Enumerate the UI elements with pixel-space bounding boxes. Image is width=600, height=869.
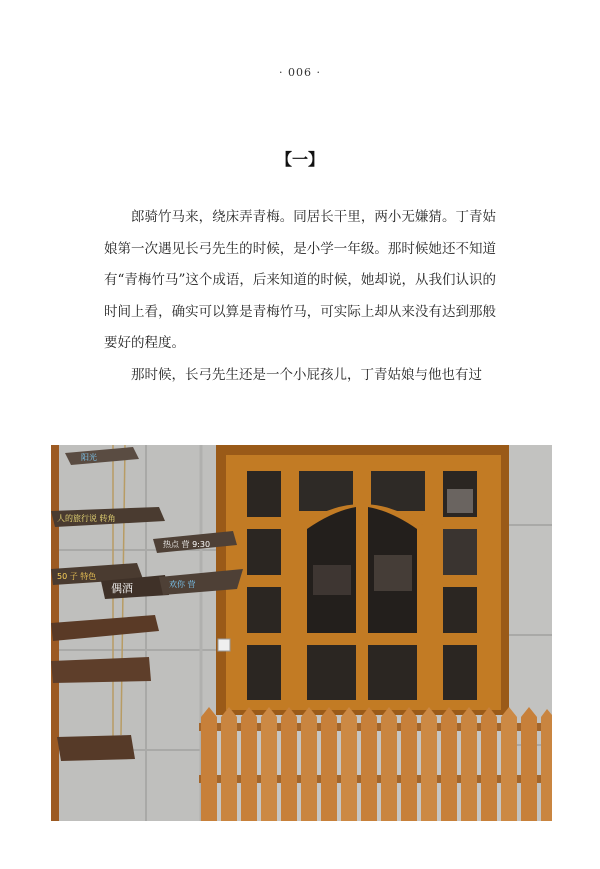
sign-6-text: 欢你 营 (169, 580, 196, 589)
chapter-title: 【一】 (275, 150, 324, 169)
sign-2-text: 人的旅行说 转角 (57, 514, 116, 523)
sign-1-text: 阳光 (81, 453, 97, 462)
sign-3-text: 热点 营 9:30 (163, 540, 211, 549)
body-text (104, 202, 496, 391)
paragraph-2: 那时候，长弓先生还是一个小屁孩儿，丁青姑娘与他也有过 (131, 366, 482, 383)
sign-5-text: 偶酒 (111, 582, 133, 595)
page-number: · 006 · (279, 66, 321, 79)
sign-4-text: 50 子 特色 (57, 572, 97, 581)
wooden-window (216, 445, 509, 715)
paragraph-1: 郎骑竹马来，绕床弄青梅。同居长干里，两小无嫌猜。丁青姑娘第一次遇见长弓先生的时候，是小学一年级。那时候她还不知道有“青梅竹马”这个成语，后来知道的时候，她却说，从我们认识的时间上看，确实可以算是青梅竹马，可实际上却从来没有达到那般要好的程度。 (104, 209, 496, 351)
storefront-photo (51, 445, 552, 821)
